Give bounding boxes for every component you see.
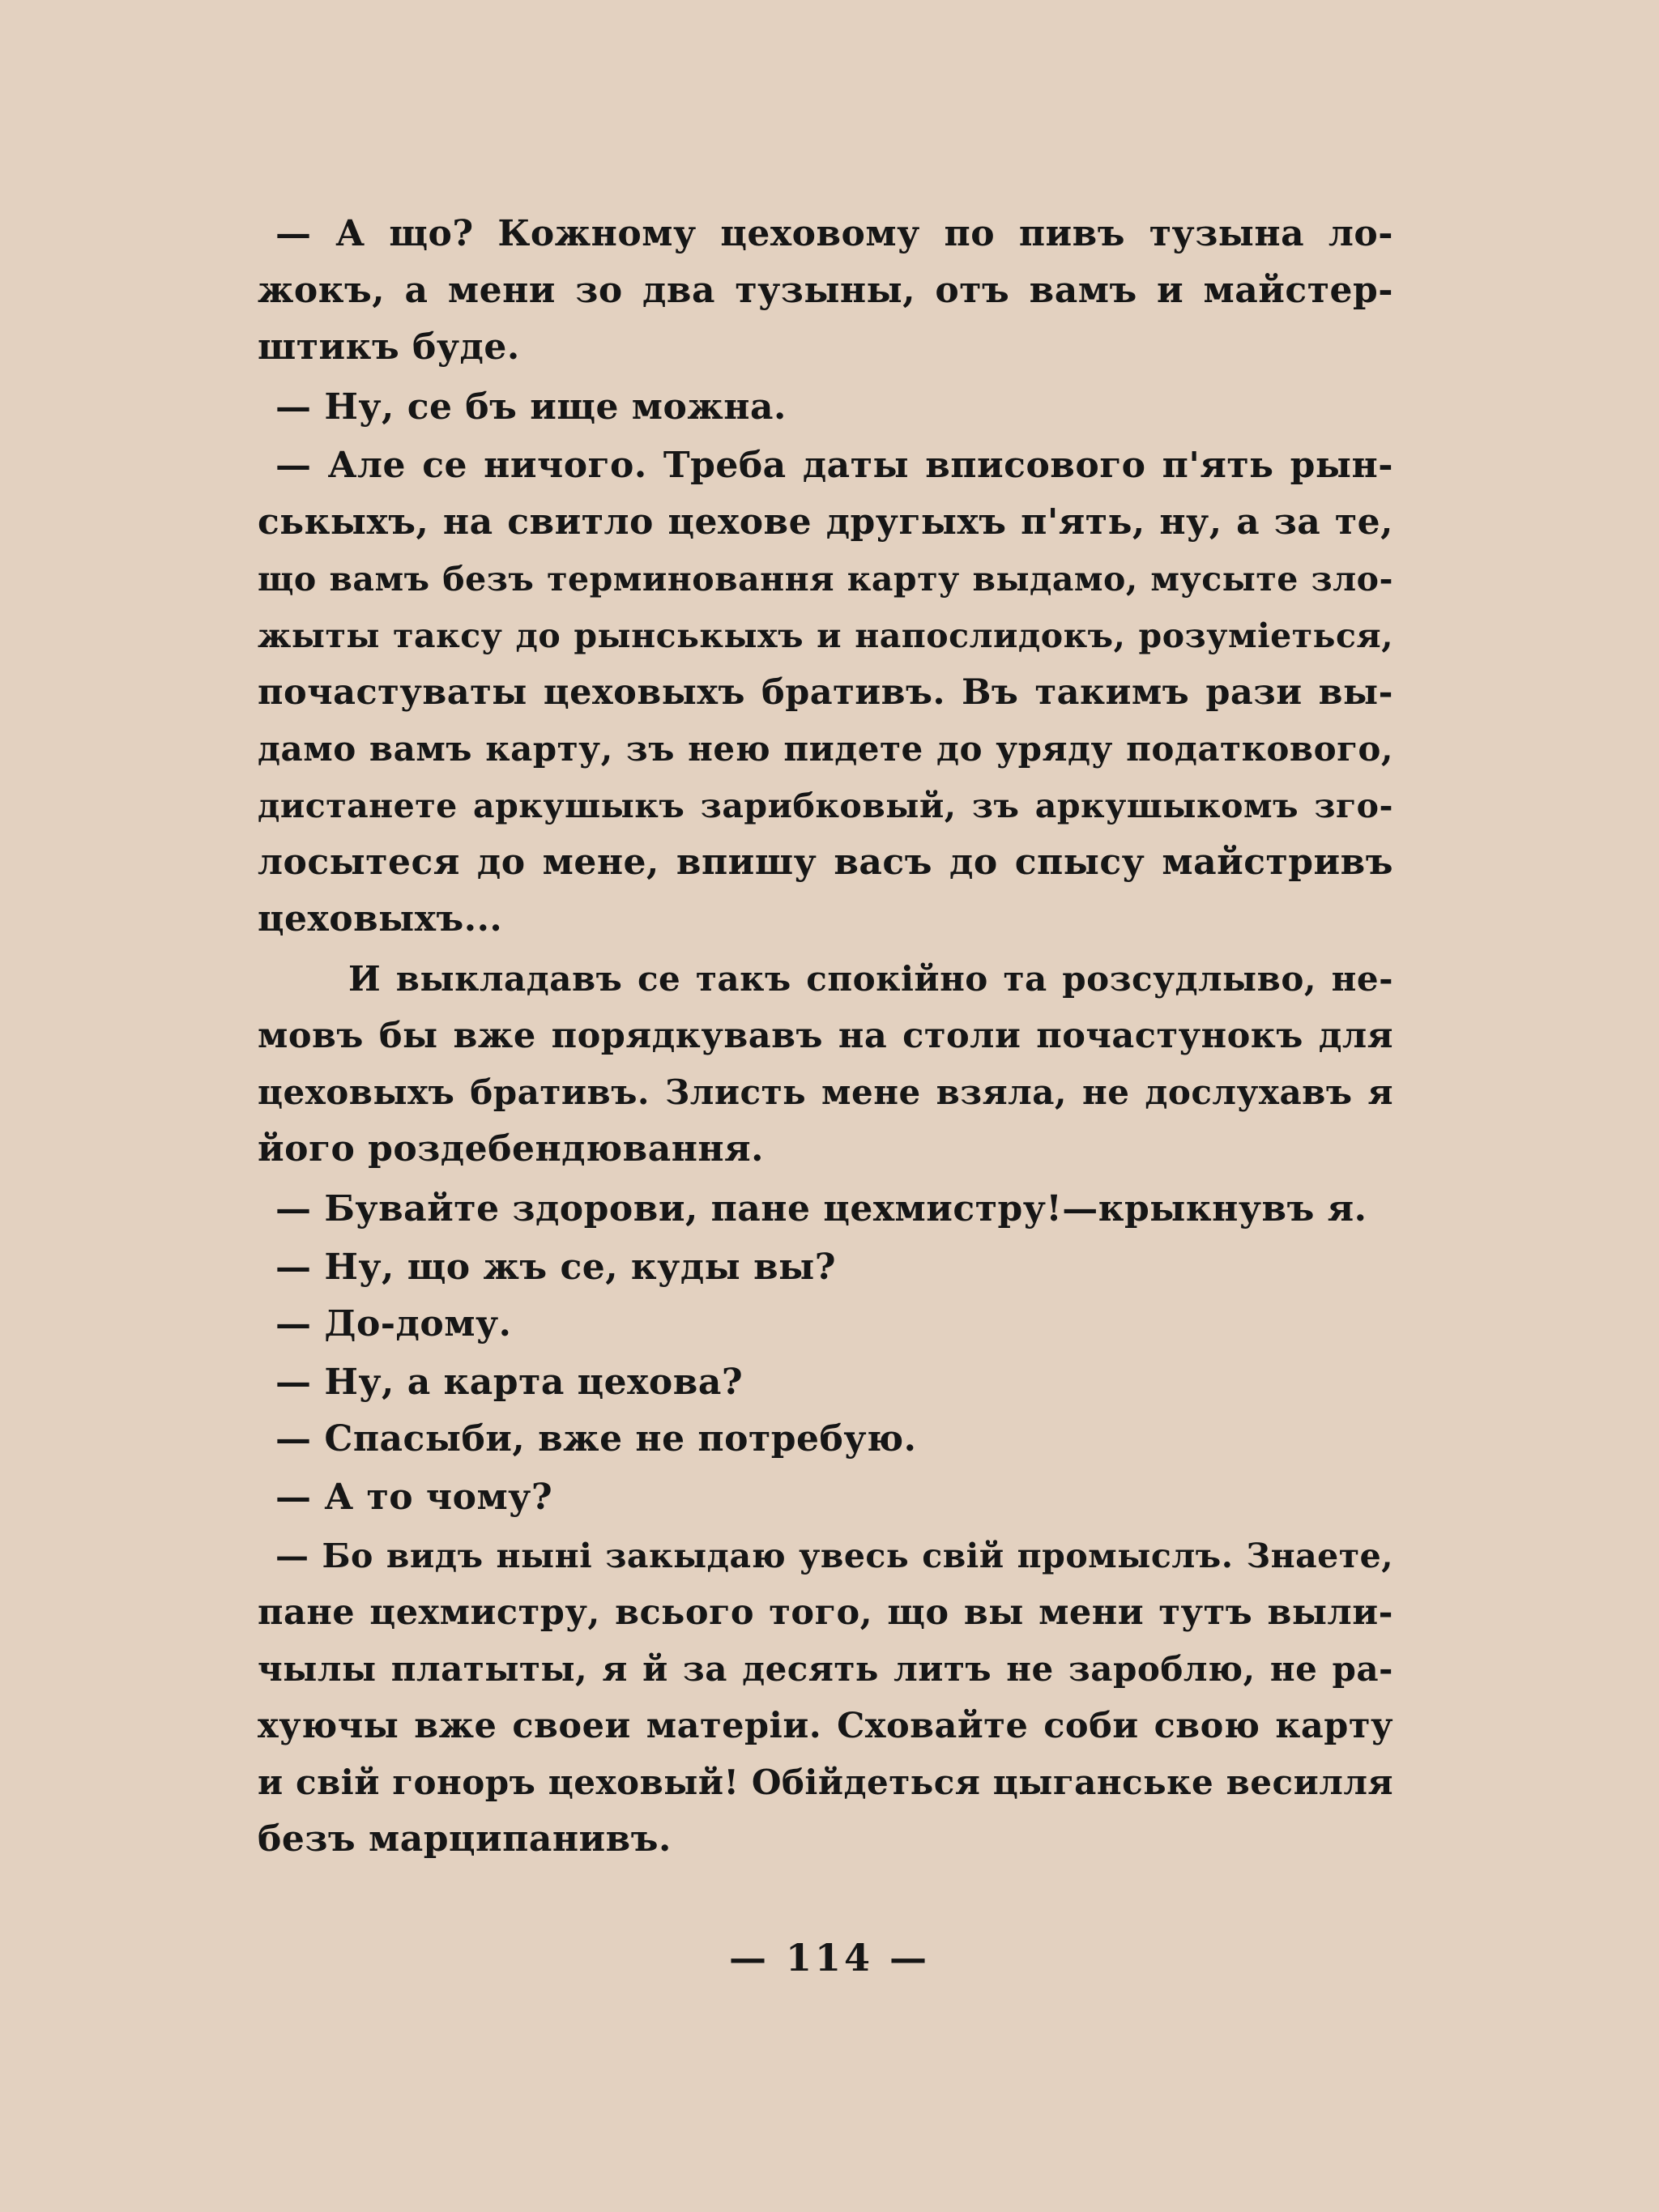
- text-line: дамо вамъ карту, зъ нею пидете до уряду податкового,: [258, 729, 1393, 769]
- text-line: — Бо видъ нынi закыдаю увесь свій промыслъ. Знаете,: [275, 1536, 1393, 1575]
- text-line: — До-дому.: [275, 1303, 512, 1345]
- text-line: — А що? Кожному цеховому по пивъ тузына ло-: [275, 213, 1393, 254]
- text-line: — Ну, що жъ се, куды вы?: [275, 1247, 837, 1288]
- text-line: чылы платыты, я й за десять литъ не зароблю, не ра-: [258, 1649, 1393, 1689]
- text-line: жыты таксу до рынськыхъ и напослидокъ, розуміеться,: [258, 616, 1393, 655]
- text-line: — Але се ничого. Треба даты вписового п'ять рын-: [275, 445, 1393, 486]
- text-line: — Спасыби, вже не потребую.: [275, 1418, 917, 1460]
- text-line: и свій гоноръ цеховый! Обійдеться цыганське весилля: [258, 1762, 1393, 1802]
- text-line: що вамъ безъ терминовання карту выдамо, мусыте зло-: [258, 560, 1393, 599]
- text-line: — Ну, а карта цехова?: [275, 1362, 744, 1403]
- text-line: мовъ бы вже порядкувавъ на столи почастунокъ для: [258, 1016, 1393, 1056]
- text-line: лосытеся до мене, впишу васъ до спысу майстривъ: [258, 842, 1393, 883]
- text-line: — Ну, се бъ ище можна.: [275, 386, 787, 428]
- text-line: — Бувайте здорови, пане цехмистру!—крыкнувъ я.: [275, 1188, 1367, 1230]
- text-line: — А то чому?: [275, 1477, 553, 1518]
- text-line: И выкладавъ се такъ спокійно та розсудлыво, не-: [348, 959, 1393, 999]
- text-line: ськыхъ, на свитло цехове другыхъ п'ять, ну, а за те,: [258, 501, 1393, 543]
- text-line: почастуваты цеховыхъ бративъ. Въ такимъ рази вы-: [258, 672, 1393, 713]
- text-line: цеховыхъ бративъ. Злисть мене взяла, не дослухавъ я: [258, 1072, 1393, 1112]
- text-line: дистанете аркушыкъ зарибковый, зъ аркушыкомъ зго-: [258, 786, 1393, 825]
- text-line: хуючы вже своеи матеріи. Сховайте соби свою карту: [258, 1706, 1393, 1746]
- page-number: — 114 —: [728, 1936, 931, 1980]
- text-line: жокъ, а мени зо два тузыны, отъ вамъ и майстер-: [258, 270, 1393, 311]
- text-line: його роздебендювання.: [258, 1128, 764, 1170]
- text-line: безъ марципанивъ.: [258, 1818, 672, 1860]
- text-line: цеховыхъ...: [258, 898, 503, 940]
- text-line: штикъ буде.: [258, 326, 520, 368]
- text-line: пане цехмистру, всього того, що вы мени тутъ выли-: [258, 1592, 1393, 1633]
